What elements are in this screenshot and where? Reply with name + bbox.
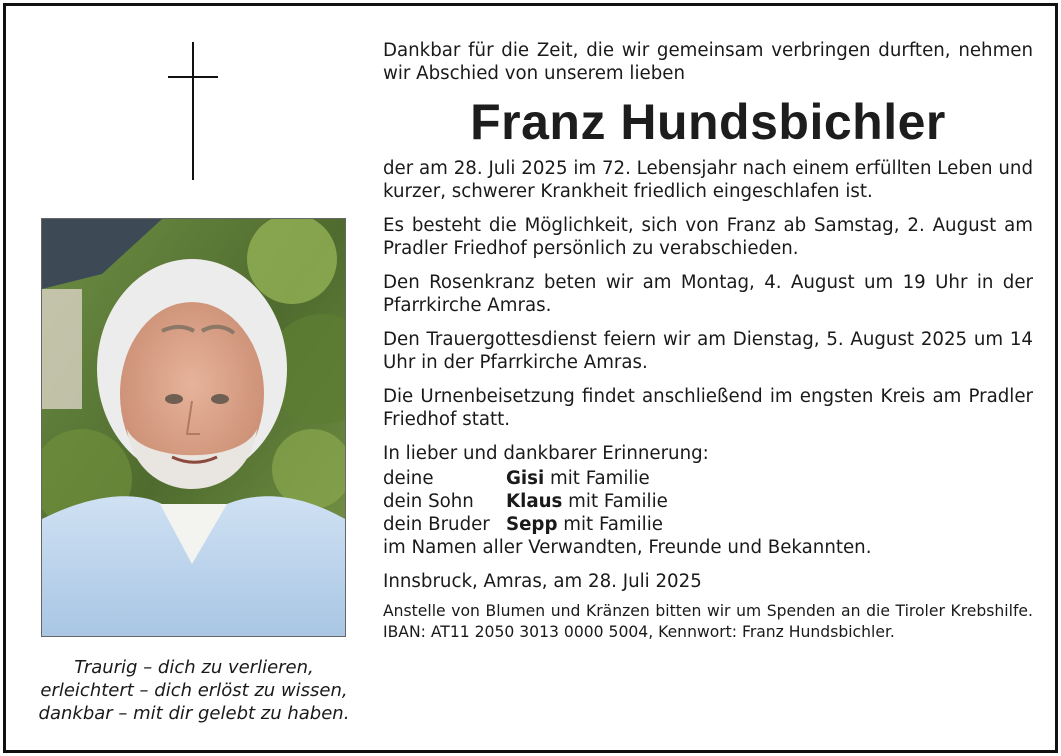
deceased-name: Franz Hundsbichler <box>470 94 946 150</box>
paragraph: der am 28. Juli 2025 im 72. Lebensjahr nach einem erfüllten Leben und kurzer, schwerer Krankheit friedlich eingeschlafen ist. <box>383 158 1033 202</box>
poem-line: dankbar – mit dir gelebt zu haben. <box>38 703 350 724</box>
family-list <box>383 467 1033 536</box>
paragraph: Es besteht die Möglichkeit, sich von Franz ab Samstag, 2. August am Pradler Friedhof persönlich zu verabschieden. <box>383 215 1033 259</box>
family-relation: dein Bruder <box>383 514 490 535</box>
poem-line: Traurig – dich zu verlieren, <box>74 657 314 678</box>
remembrance-line: In lieber und dankbarer Erinnerung: <box>383 443 709 464</box>
family-relation: dein Sohn <box>383 491 474 512</box>
family-relation: deine <box>383 468 434 489</box>
paragraph: Den Trauergottesdienst feiern wir am Dienstag, 5. August 2025 um 14 Uhr in der Pfarrkirche Amras. <box>383 329 1033 373</box>
obituary-notice <box>3 3 1058 753</box>
family-member: Gisi mit Familie <box>506 468 650 489</box>
place-date: Innsbruck, Amras, am 28. Juli 2025 <box>383 571 702 592</box>
cross-icon <box>166 42 222 182</box>
portrait-photo <box>41 218 346 637</box>
donation-note: Anstelle von Blumen und Kränzen bitten wir um Spenden an die Tiroler Krebshilfe. IBAN: AT11 2050 3013 0000 5004, Kennwort: Franz Hundsbichler. <box>383 602 1033 641</box>
family-member: Sepp mit Familie <box>506 514 663 535</box>
family-member: Klaus mit Familie <box>506 491 668 512</box>
notice-text <box>383 39 1033 654</box>
paragraph: Den Rosenkranz beten wir am Montag, 4. August um 19 Uhr in der Pfarrkirche Amras. <box>383 272 1033 316</box>
paragraph: Die Urnenbeisetzung findet anschließend im engsten Kreis am Pradler Friedhof statt. <box>383 386 1033 430</box>
poem-line: erleichtert – dich erlöst zu wissen, <box>40 680 348 701</box>
memorial-poem <box>24 656 364 725</box>
relatives-line: im Namen aller Verwandten, Freunde und Bekannten. <box>383 537 872 558</box>
intro-text: Dankbar für die Zeit, die wir gemeinsam verbringen durften, nehmen wir Abschied von unserem lieben <box>383 40 1033 84</box>
